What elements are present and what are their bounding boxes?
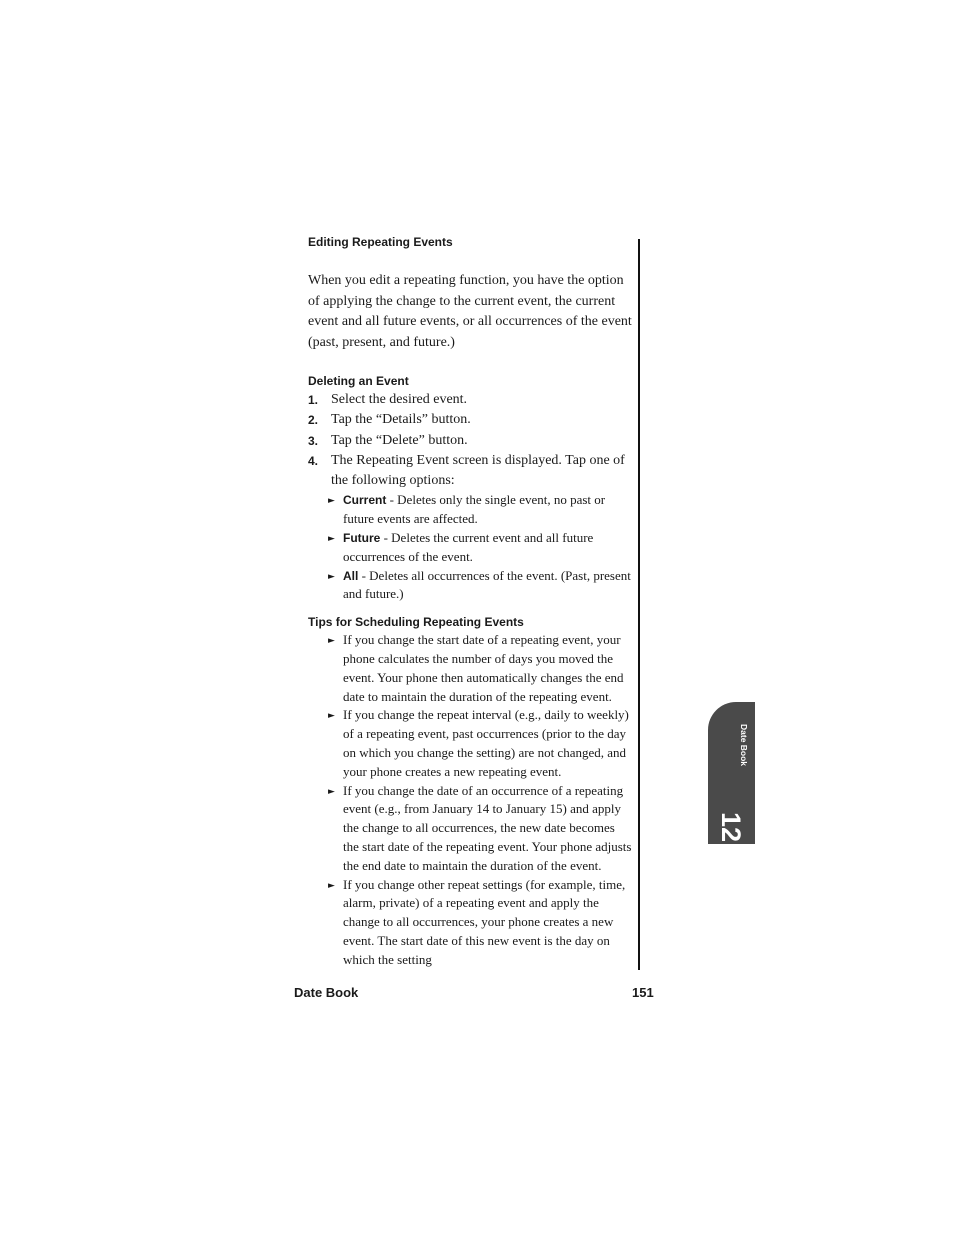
deleting-steps	[308, 390, 633, 491]
page-content	[308, 233, 633, 970]
triangle-bullet-icon: ►	[328, 711, 335, 722]
triangle-bullet-icon: ►	[328, 786, 335, 797]
step-item	[308, 431, 633, 451]
tip-text: If you change the repeat interval (e.g., daily to weekly) of a repeating event, past occurrences (prior to the day on which you change the setting) are not changed, and your phone creates a new repeating event.	[343, 707, 629, 779]
triangle-bullet-icon: ►	[328, 534, 335, 545]
step-number: 1.	[308, 393, 319, 407]
triangle-bullet-icon: ►	[328, 496, 335, 507]
step-number: 4.	[308, 453, 319, 468]
tip-item	[308, 631, 633, 706]
option-name: All	[343, 568, 359, 583]
step-text: Tap the “Details” button.	[331, 412, 471, 428]
option-text: - Deletes all occurrences of the event. (Past, present and future.)	[343, 567, 631, 602]
tip-item	[308, 782, 633, 876]
step-text: Select the desired event.	[331, 392, 468, 407]
step-number: 3.	[308, 433, 319, 448]
editing-paragraph: When you edit a repeating function, you have the option of applying the change to the current event, the current event and all future events, or all occurrences of the event (past, present, and future.)	[308, 273, 632, 350]
tip-item	[308, 876, 633, 970]
option-item-future	[308, 529, 633, 567]
triangle-bullet-icon: ►	[328, 571, 335, 582]
chapter-tab-label: Date Book	[739, 724, 749, 767]
step-text: The Repeating Event screen is displayed. Tap one of the following options:	[331, 452, 625, 489]
section-heading-tips: Tips for Scheduling Repeating Events	[308, 615, 524, 630]
option-text: - Deletes the current event and all future occurrences of the event.	[343, 530, 594, 564]
column-divider-rule	[638, 239, 640, 970]
section-heading-editing: Editing Repeating Events	[308, 235, 453, 249]
tip-text: If you change other repeat settings (for example, time, alarm, private) of a repeating event and apply the change to all occurrences, your phone creates a new event. The start date of this new event is the day on which the setting	[343, 876, 626, 967]
option-name: Future	[343, 531, 381, 546]
delete-options-list	[308, 491, 633, 604]
step-number: 2.	[308, 413, 319, 428]
triangle-bullet-icon: ►	[328, 636, 335, 647]
tip-item	[308, 706, 633, 781]
tip-text: If you change the start date of a repeating event, your phone calculates the number of days you moved the event. Your phone then automatically changes the end date to maintain the duration of the repeating event.	[343, 632, 624, 704]
option-item-current	[308, 491, 633, 529]
step-item	[308, 410, 633, 430]
tips-list	[308, 631, 633, 969]
option-text: - Deletes only the single event, no past or future events are affected.	[343, 492, 606, 527]
option-name: Current	[343, 493, 387, 508]
step-item	[308, 451, 633, 492]
option-item-all	[308, 567, 633, 605]
step-item	[308, 390, 633, 410]
footer-page-number: 151	[632, 985, 654, 1000]
tip-text: If you change the date of an occurrence of a repeating event (e.g., from January 14 to January 15) and apply the change to all occurrences, the new date becomes the start date of the repeating event. Your phone adjusts the end date to maintain the duration of the event.	[343, 782, 632, 873]
chapter-tab-number: 12	[716, 811, 746, 843]
section-heading-deleting: Deleting an Event	[308, 374, 409, 388]
triangle-bullet-icon: ►	[328, 880, 335, 891]
footer-section-title: Date Book	[294, 985, 359, 1000]
step-text: Tap the “Delete” button.	[331, 432, 468, 448]
